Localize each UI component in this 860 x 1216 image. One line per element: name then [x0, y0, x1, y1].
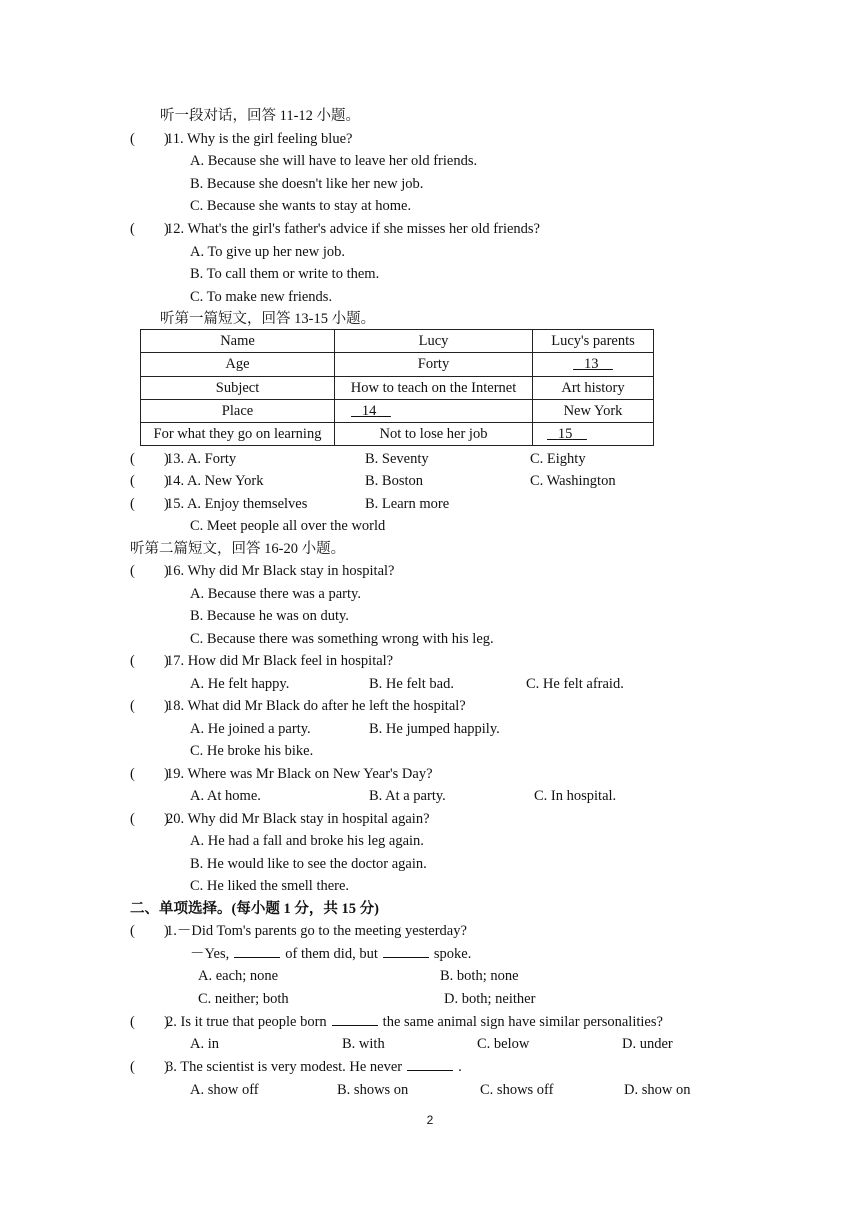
option-c: C. He felt afraid. — [526, 676, 624, 692]
option-c: C. He broke his bike. — [190, 743, 314, 759]
option-b: B. Because he was on duty. — [190, 608, 349, 624]
table-row — [141, 399, 654, 422]
answer-paren[interactable]: ( ) — [130, 766, 169, 782]
answer-paren[interactable]: ( ) — [130, 451, 169, 467]
question-stem: 17. How did Mr Black feel in hospital? — [166, 653, 394, 669]
answer-paren[interactable]: ( ) — [130, 698, 169, 714]
table-cell: For what they go on learning — [141, 423, 335, 446]
page-number: 2 — [426, 1113, 434, 1127]
question-stem: 11. Why is the girl feeling blue? — [166, 131, 353, 147]
section-b-intro: 听第一篇短文，回答 13-15 小题。 — [160, 311, 376, 327]
table-cell: New York — [533, 399, 654, 422]
stem-start: 3. The scientist is very modest. He never — [166, 1059, 403, 1075]
option-b: B. with — [342, 1036, 385, 1052]
answer-paren[interactable]: ( ) — [130, 496, 169, 512]
reply-middle: of them did, but — [285, 946, 378, 962]
reply-end: spoke. — [433, 946, 472, 962]
option-c: C. He liked the smell there. — [190, 878, 350, 894]
answer-blank[interactable] — [234, 945, 280, 958]
table-cell: Subject — [141, 376, 335, 399]
table-header-row — [141, 330, 654, 353]
option-a: A. each; none — [198, 968, 279, 984]
table-cell: Age — [141, 353, 335, 376]
reply-start: －Yes, — [190, 946, 230, 962]
answer-blank[interactable] — [332, 1013, 378, 1026]
table-cell: Lucy's parents — [533, 330, 654, 353]
option-b: B. He would like to see the doctor again. — [190, 856, 427, 872]
option-c: C. below — [477, 1036, 530, 1052]
option-a: A. He joined a party. — [190, 721, 311, 737]
option-c: C. In hospital. — [534, 788, 617, 804]
table-cell: Lucy — [335, 330, 533, 353]
option-a: A. Because she will have to leave her old friends. — [190, 153, 478, 169]
part-two-heading: 二、单项选择。(每小题 1 分，共 15 分) — [130, 901, 379, 917]
option-b: B. shows on — [337, 1082, 409, 1098]
question-stem: 19. Where was Mr Black on New Year's Day? — [166, 766, 433, 782]
option-b: B. He jumped happily. — [369, 721, 500, 737]
option-d: D. both; neither — [444, 991, 536, 1007]
option-a: 14. A. New York — [166, 473, 264, 489]
question-stem: 16. Why did Mr Black stay in hospital? — [166, 563, 395, 579]
question-stem: 12. What's the girl's father's advice if she misses her old friends? — [166, 221, 540, 237]
stem-end: the same animal sign have similar personalities? — [382, 1014, 663, 1030]
answer-paren[interactable]: ( ) — [130, 811, 169, 827]
option-a: A. Because there was a party. — [190, 586, 361, 602]
option-b: B. both; none — [440, 968, 519, 984]
table-cell: Name — [141, 330, 335, 353]
option-c: C. Meet people all over the world — [190, 518, 386, 534]
answer-paren[interactable]: ( ) — [130, 563, 169, 579]
option-a: A. At home. — [190, 788, 261, 804]
option-c: C. Eighty — [530, 451, 586, 467]
option-a: A. He felt happy. — [190, 676, 290, 692]
info-table — [140, 329, 654, 446]
question-stem: 18. What did Mr Black do after he left the hospital? — [166, 698, 466, 714]
table-row — [141, 376, 654, 399]
option-a: A. show off — [190, 1082, 259, 1098]
answer-paren[interactable]: ( ) — [130, 473, 169, 489]
section-c-intro: 听第二篇短文，回答 16-20 小题。 — [130, 541, 346, 557]
question-stem — [166, 1013, 663, 1031]
table-row — [141, 353, 654, 376]
option-b: B. Boston — [365, 473, 424, 489]
table-row — [141, 423, 654, 446]
option-b: B. Seventy — [365, 451, 429, 467]
table-cell: How to teach on the Internet — [335, 376, 533, 399]
answer-blank[interactable] — [407, 1058, 453, 1071]
option-c: C. neither; both — [198, 991, 289, 1007]
option-c: C. Washington — [530, 473, 616, 489]
option-b: B. At a party. — [369, 788, 446, 804]
table-cell-blank[interactable]: 14 — [335, 399, 533, 422]
table-cell-blank[interactable]: 13 — [533, 353, 654, 376]
option-b: B. Learn more — [365, 496, 450, 512]
option-b: B. Because she doesn't like her new job. — [190, 176, 424, 192]
option-c: C. shows off — [480, 1082, 554, 1098]
option-b: B. He felt bad. — [369, 676, 454, 692]
question-stem — [166, 1058, 462, 1076]
option-c: C. Because there was something wrong with his leg. — [190, 631, 494, 647]
answer-paren[interactable]: ( ) — [130, 131, 169, 147]
answer-blank[interactable] — [383, 945, 429, 958]
option-a: A. To give up her new job. — [190, 244, 345, 260]
stem-start: 2. Is it true that people born — [166, 1014, 327, 1030]
option-a: 15. A. Enjoy themselves — [166, 496, 308, 512]
answer-paren[interactable]: ( ) — [130, 221, 169, 237]
option-c: C. Because she wants to stay at home. — [190, 198, 412, 214]
question-stem: 20. Why did Mr Black stay in hospital again? — [166, 811, 430, 827]
table-cell: Art history — [533, 376, 654, 399]
table-cell: Forty — [335, 353, 533, 376]
option-a: 13. A. Forty — [166, 451, 237, 467]
answer-paren[interactable]: ( ) — [130, 1014, 169, 1030]
option-a: A. in — [190, 1036, 219, 1052]
option-a: A. He had a fall and broke his leg again. — [190, 833, 424, 849]
option-c: C. To make new friends. — [190, 289, 333, 305]
reply-line — [190, 945, 471, 963]
option-d: D. under — [622, 1036, 673, 1052]
answer-paren[interactable]: ( ) — [130, 923, 169, 939]
answer-paren[interactable]: ( ) — [130, 1059, 169, 1075]
table-cell: Not to lose her job — [335, 423, 533, 446]
option-d: D. show on — [624, 1082, 691, 1098]
stem-end: . — [458, 1059, 462, 1075]
option-b: B. To call them or write to them. — [190, 266, 380, 282]
table-cell: Place — [141, 399, 335, 422]
table-cell-blank[interactable]: 15 — [533, 423, 654, 446]
question-stem: 1.－Did Tom's parents go to the meeting yesterday? — [166, 923, 467, 939]
answer-paren[interactable]: ( ) — [130, 653, 169, 669]
section-a-intro: 听一段对话，回答 11-12 小题。 — [160, 108, 361, 124]
